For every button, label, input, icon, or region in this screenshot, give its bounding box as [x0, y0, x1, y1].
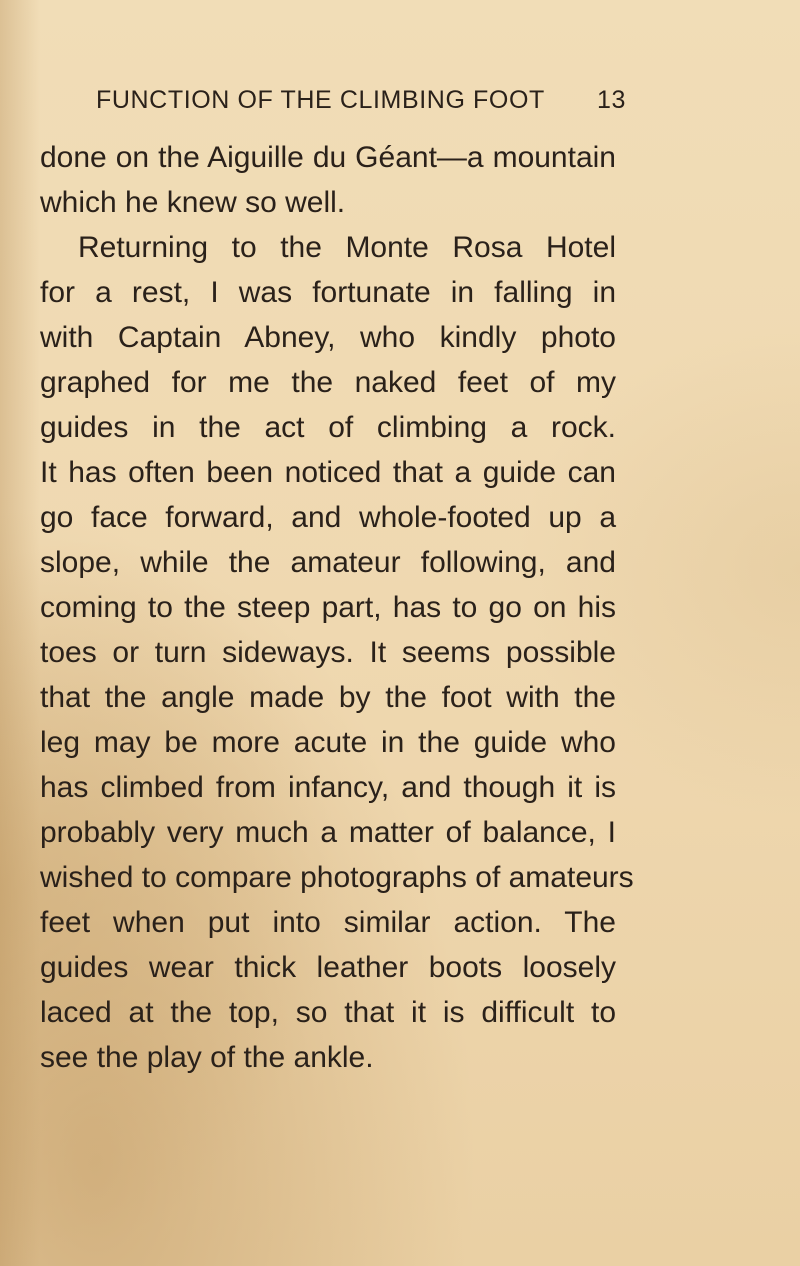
text-line: guides in the act of climbing a rock.	[40, 411, 616, 444]
page-edge-shadow	[0, 0, 40, 1266]
text-line: graphed for me the naked feet of my	[40, 366, 616, 399]
text-line: laced at the top, so that it is difficult to	[40, 996, 616, 1029]
text-line: which he knew so well.	[40, 186, 346, 219]
text-line: coming to the steep part, has to go on his	[40, 591, 616, 624]
text-line: with Captain Abney, who kindly photo	[40, 321, 616, 354]
text-line: leg may be more acute in the guide who	[40, 726, 616, 759]
text-line: go face forward, and whole-footed up a	[40, 501, 616, 534]
text-line: done on the Aiguille du Géant—a mountain	[40, 141, 616, 174]
text-line: has climbed from infancy, and though it is	[40, 771, 616, 804]
text-line: It has often been noticed that a guide can	[40, 456, 616, 489]
text-line: Returning to the Monte Rosa Hotel	[78, 231, 616, 264]
running-title: FUNCTION OF THE CLIMBING FOOT	[96, 86, 545, 114]
text-line: feet when put into similar action. The	[40, 906, 616, 939]
text-line: slope, while the amateur following, and	[40, 546, 616, 579]
body-text	[40, 135, 634, 1080]
text-line: wished to compare photographs of amateurs	[40, 861, 634, 894]
text-line: that the angle made by the foot with the	[40, 681, 616, 714]
text-line: guides wear thick leather boots loosely	[40, 951, 616, 984]
text-line: toes or turn sideways. It seems possible	[40, 636, 616, 669]
text-line: probably very much a matter of balance, I	[40, 816, 616, 849]
text-line: for a rest, I was fortunate in falling in	[40, 276, 616, 309]
text-line: see the play of the ankle.	[40, 1041, 374, 1074]
page-number: 13	[596, 86, 626, 114]
